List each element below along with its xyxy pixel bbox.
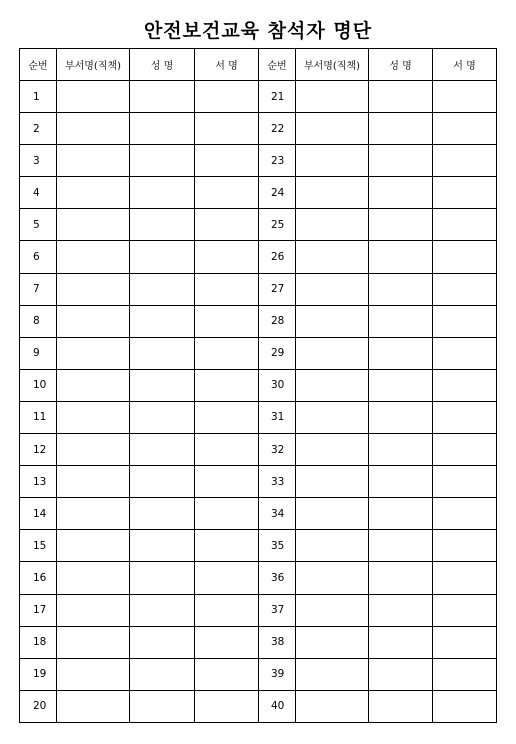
row-number-cell: 34	[259, 498, 296, 530]
row-number-cell: 5	[20, 209, 57, 241]
row-number-cell: 21	[259, 81, 296, 113]
name-cell[interactable]	[369, 466, 433, 498]
table-row	[20, 209, 497, 241]
department-cell[interactable]	[57, 241, 130, 273]
table-row	[20, 530, 497, 562]
signature-cell[interactable]	[195, 177, 259, 209]
signature-cell[interactable]	[433, 530, 497, 562]
department-cell[interactable]	[296, 81, 369, 113]
signature-cell[interactable]	[195, 145, 259, 177]
name-cell[interactable]	[130, 305, 195, 337]
name-cell[interactable]	[130, 209, 195, 241]
table-row	[20, 562, 497, 594]
header-department: 부서명(직책)	[57, 49, 130, 81]
name-cell[interactable]	[369, 337, 433, 369]
row-number-cell: 20	[20, 690, 57, 722]
row-number-cell: 3	[20, 145, 57, 177]
department-cell[interactable]	[57, 209, 130, 241]
department-cell[interactable]	[57, 562, 130, 594]
department-cell[interactable]	[296, 690, 369, 722]
name-cell[interactable]	[369, 562, 433, 594]
signature-cell[interactable]	[433, 81, 497, 113]
row-number-cell: 14	[20, 498, 57, 530]
department-cell[interactable]	[57, 305, 130, 337]
department-cell[interactable]	[296, 305, 369, 337]
signature-cell[interactable]	[433, 466, 497, 498]
department-cell[interactable]	[57, 81, 130, 113]
name-cell[interactable]	[130, 626, 195, 658]
table-row	[20, 145, 497, 177]
row-number-cell: 32	[259, 434, 296, 466]
name-cell[interactable]	[130, 177, 195, 209]
name-cell[interactable]	[130, 337, 195, 369]
header-row	[20, 49, 497, 81]
department-cell[interactable]	[296, 209, 369, 241]
department-cell[interactable]	[296, 466, 369, 498]
name-cell[interactable]	[130, 690, 195, 722]
row-number-cell: 7	[20, 273, 57, 305]
row-number-cell: 30	[259, 369, 296, 401]
row-number-cell: 33	[259, 466, 296, 498]
row-number-cell: 22	[259, 113, 296, 145]
signature-cell[interactable]	[433, 498, 497, 530]
header-signature: 서 명	[433, 49, 497, 81]
name-cell[interactable]	[369, 209, 433, 241]
signature-cell[interactable]	[195, 209, 259, 241]
header-name: 성 명	[369, 49, 433, 81]
signature-cell[interactable]	[195, 337, 259, 369]
signature-cell[interactable]	[433, 626, 497, 658]
department-cell[interactable]	[57, 498, 130, 530]
row-number-cell: 25	[259, 209, 296, 241]
name-cell[interactable]	[369, 434, 433, 466]
row-number-cell: 29	[259, 337, 296, 369]
row-number-cell: 23	[259, 145, 296, 177]
name-cell[interactable]	[130, 273, 195, 305]
signature-cell[interactable]	[433, 401, 497, 433]
department-cell[interactable]	[57, 434, 130, 466]
department-cell[interactable]	[296, 498, 369, 530]
department-cell[interactable]	[57, 401, 130, 433]
department-cell[interactable]	[296, 337, 369, 369]
name-cell[interactable]	[369, 241, 433, 273]
department-cell[interactable]	[296, 273, 369, 305]
signature-cell[interactable]	[195, 113, 259, 145]
department-cell[interactable]	[296, 530, 369, 562]
department-cell[interactable]	[57, 690, 130, 722]
row-number-cell: 13	[20, 466, 57, 498]
name-cell[interactable]	[369, 273, 433, 305]
table-row	[20, 81, 497, 113]
name-cell[interactable]	[130, 369, 195, 401]
department-cell[interactable]	[57, 177, 130, 209]
department-cell[interactable]	[296, 145, 369, 177]
signature-cell[interactable]	[195, 81, 259, 113]
table-row	[20, 626, 497, 658]
name-cell[interactable]	[369, 113, 433, 145]
department-cell[interactable]	[296, 658, 369, 690]
row-number-cell: 1	[20, 81, 57, 113]
department-cell[interactable]	[296, 177, 369, 209]
row-number-cell: 24	[259, 177, 296, 209]
department-cell[interactable]	[57, 658, 130, 690]
department-cell[interactable]	[57, 145, 130, 177]
department-cell[interactable]	[296, 241, 369, 273]
table-row	[20, 466, 497, 498]
row-number-cell: 2	[20, 113, 57, 145]
name-cell[interactable]	[369, 594, 433, 626]
table-row	[20, 690, 497, 722]
row-number-cell: 9	[20, 337, 57, 369]
department-cell[interactable]	[296, 401, 369, 433]
table-row	[20, 305, 497, 337]
signature-cell[interactable]	[433, 145, 497, 177]
row-number-cell: 4	[20, 177, 57, 209]
department-cell[interactable]	[57, 273, 130, 305]
header-department: 부서명(직책)	[296, 49, 369, 81]
row-number-cell: 16	[20, 562, 57, 594]
name-cell[interactable]	[369, 177, 433, 209]
header-number: 순번	[20, 49, 57, 81]
row-number-cell: 27	[259, 273, 296, 305]
row-number-cell: 37	[259, 594, 296, 626]
signature-cell[interactable]	[433, 434, 497, 466]
signature-cell[interactable]	[195, 369, 259, 401]
signature-cell[interactable]	[195, 530, 259, 562]
signature-cell[interactable]	[195, 562, 259, 594]
name-cell[interactable]	[130, 145, 195, 177]
department-cell[interactable]	[57, 626, 130, 658]
name-cell[interactable]	[130, 241, 195, 273]
signature-cell[interactable]	[433, 658, 497, 690]
signature-cell[interactable]	[433, 369, 497, 401]
signature-cell[interactable]	[433, 690, 497, 722]
department-cell[interactable]	[57, 337, 130, 369]
signature-cell[interactable]	[433, 594, 497, 626]
department-cell[interactable]	[296, 562, 369, 594]
signature-cell[interactable]	[433, 209, 497, 241]
signature-cell[interactable]	[433, 241, 497, 273]
department-cell[interactable]	[57, 113, 130, 145]
row-number-cell: 31	[259, 401, 296, 433]
row-number-cell: 8	[20, 305, 57, 337]
name-cell[interactable]	[130, 658, 195, 690]
name-cell[interactable]	[130, 113, 195, 145]
table-row	[20, 498, 497, 530]
row-number-cell: 12	[20, 434, 57, 466]
table-row	[20, 113, 497, 145]
row-number-cell: 11	[20, 401, 57, 433]
name-cell[interactable]	[369, 690, 433, 722]
name-cell[interactable]	[369, 401, 433, 433]
row-number-cell: 10	[20, 369, 57, 401]
signature-cell[interactable]	[195, 241, 259, 273]
name-cell[interactable]	[369, 626, 433, 658]
header-number: 순번	[259, 49, 296, 81]
signature-cell[interactable]	[195, 690, 259, 722]
row-number-cell: 6	[20, 241, 57, 273]
row-number-cell: 15	[20, 530, 57, 562]
header-name: 성 명	[130, 49, 195, 81]
name-cell[interactable]	[369, 81, 433, 113]
signature-cell[interactable]	[195, 626, 259, 658]
department-cell[interactable]	[57, 530, 130, 562]
row-number-cell: 18	[20, 626, 57, 658]
signature-cell[interactable]	[433, 562, 497, 594]
table-row	[20, 273, 497, 305]
name-cell[interactable]	[369, 305, 433, 337]
table-row	[20, 241, 497, 273]
department-cell[interactable]	[296, 626, 369, 658]
signature-cell[interactable]	[433, 337, 497, 369]
name-cell[interactable]	[130, 434, 195, 466]
row-number-cell: 35	[259, 530, 296, 562]
signature-cell[interactable]	[195, 594, 259, 626]
department-cell[interactable]	[296, 594, 369, 626]
row-number-cell: 39	[259, 658, 296, 690]
department-cell[interactable]	[296, 113, 369, 145]
row-number-cell: 36	[259, 562, 296, 594]
name-cell[interactable]	[369, 498, 433, 530]
department-cell[interactable]	[57, 466, 130, 498]
table-row	[20, 177, 497, 209]
department-cell[interactable]	[57, 369, 130, 401]
name-cell[interactable]	[130, 401, 195, 433]
signature-cell[interactable]	[433, 273, 497, 305]
department-cell[interactable]	[57, 594, 130, 626]
table-row	[20, 434, 497, 466]
name-cell[interactable]	[130, 562, 195, 594]
name-cell[interactable]	[369, 369, 433, 401]
table-body	[20, 81, 497, 723]
row-number-cell: 19	[20, 658, 57, 690]
department-cell[interactable]	[296, 434, 369, 466]
name-cell[interactable]	[130, 498, 195, 530]
signature-cell[interactable]	[195, 658, 259, 690]
signature-cell[interactable]	[433, 113, 497, 145]
name-cell[interactable]	[130, 594, 195, 626]
name-cell[interactable]	[369, 658, 433, 690]
row-number-cell: 28	[259, 305, 296, 337]
table-row	[20, 337, 497, 369]
signature-cell[interactable]	[195, 466, 259, 498]
row-number-cell: 26	[259, 241, 296, 273]
signature-cell[interactable]	[433, 177, 497, 209]
row-number-cell: 40	[259, 690, 296, 722]
attendee-table	[19, 48, 497, 723]
header-signature: 서 명	[195, 49, 259, 81]
name-cell[interactable]	[130, 81, 195, 113]
signature-cell[interactable]	[195, 401, 259, 433]
name-cell[interactable]	[369, 145, 433, 177]
department-cell[interactable]	[296, 369, 369, 401]
table-row	[20, 369, 497, 401]
signature-cell[interactable]	[433, 305, 497, 337]
document-title: 안전보건교육 참석자 명단	[143, 20, 373, 42]
signature-cell[interactable]	[195, 273, 259, 305]
row-number-cell: 38	[259, 626, 296, 658]
name-cell[interactable]	[369, 530, 433, 562]
name-cell[interactable]	[130, 466, 195, 498]
name-cell[interactable]	[130, 530, 195, 562]
table-row	[20, 594, 497, 626]
row-number-cell: 17	[20, 594, 57, 626]
table-row	[20, 658, 497, 690]
table-row	[20, 401, 497, 433]
signature-cell[interactable]	[195, 305, 259, 337]
signature-cell[interactable]	[195, 498, 259, 530]
signature-cell[interactable]	[195, 434, 259, 466]
